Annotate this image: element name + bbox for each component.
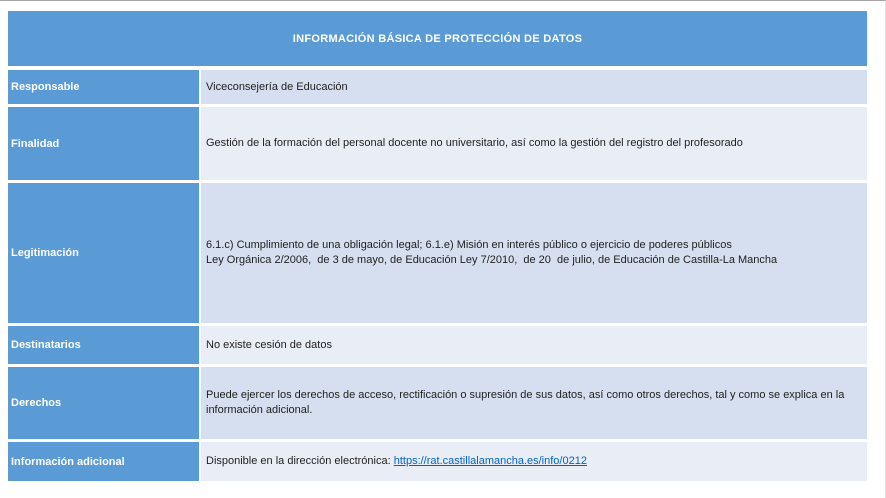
row-destinatarios [8,326,867,364]
row-value-text: Gestión de la formación del personal docente no universitario, así como la gestión del registro del profesorado [206,137,743,149]
link-prefix-text: Disponible en la dirección electrónica: [206,455,394,467]
row-value-text: Puede ejercer los derechos de acceso, rectificación o supresión de sus datos, así como otros derechos, tal y como se explica en la información adicional. [206,389,848,416]
row-label: Legitimación [8,183,199,323]
row-value [201,70,867,104]
row-value-line-1: 6.1.c) Cumplimiento de una obligación legal; 6.1.e) Misión en interés público o ejercicio de poderes públicos [206,239,732,251]
row-label: Finalidad [8,107,199,180]
row-value [201,442,867,481]
table-title: INFORMACIÓN BÁSICA DE PROTECCIÓN DE DATOS [292,32,583,45]
row-value-line-2: Ley Orgánica 2/2006, de 3 de mayo, de Educación Ley 7/2010, de 20 de julio, de Educación de Castilla-La Mancha [206,254,778,266]
row-label: Información adicional [8,442,199,481]
info-table [8,11,867,484]
row-label: Responsable [8,70,199,104]
row-finalidad [8,107,867,180]
row-value [201,183,867,323]
row-value-text: Viceconsejería de Educación [206,80,348,93]
row-value [201,367,867,439]
row-legitimacion [8,183,867,323]
row-responsable [8,70,867,104]
table-header [8,11,867,66]
row-derechos [8,367,867,439]
row-value [201,326,867,364]
row-value-text [206,454,857,469]
row-value-text: No existe cesión de datos [206,338,332,351]
row-informacion-adicional [8,442,867,481]
row-value [201,107,867,180]
info-link[interactable]: https://rat.castillalamancha.es/info/0212 [393,455,587,467]
row-label: Derechos [8,367,199,439]
row-label: Destinatarios [8,326,199,364]
